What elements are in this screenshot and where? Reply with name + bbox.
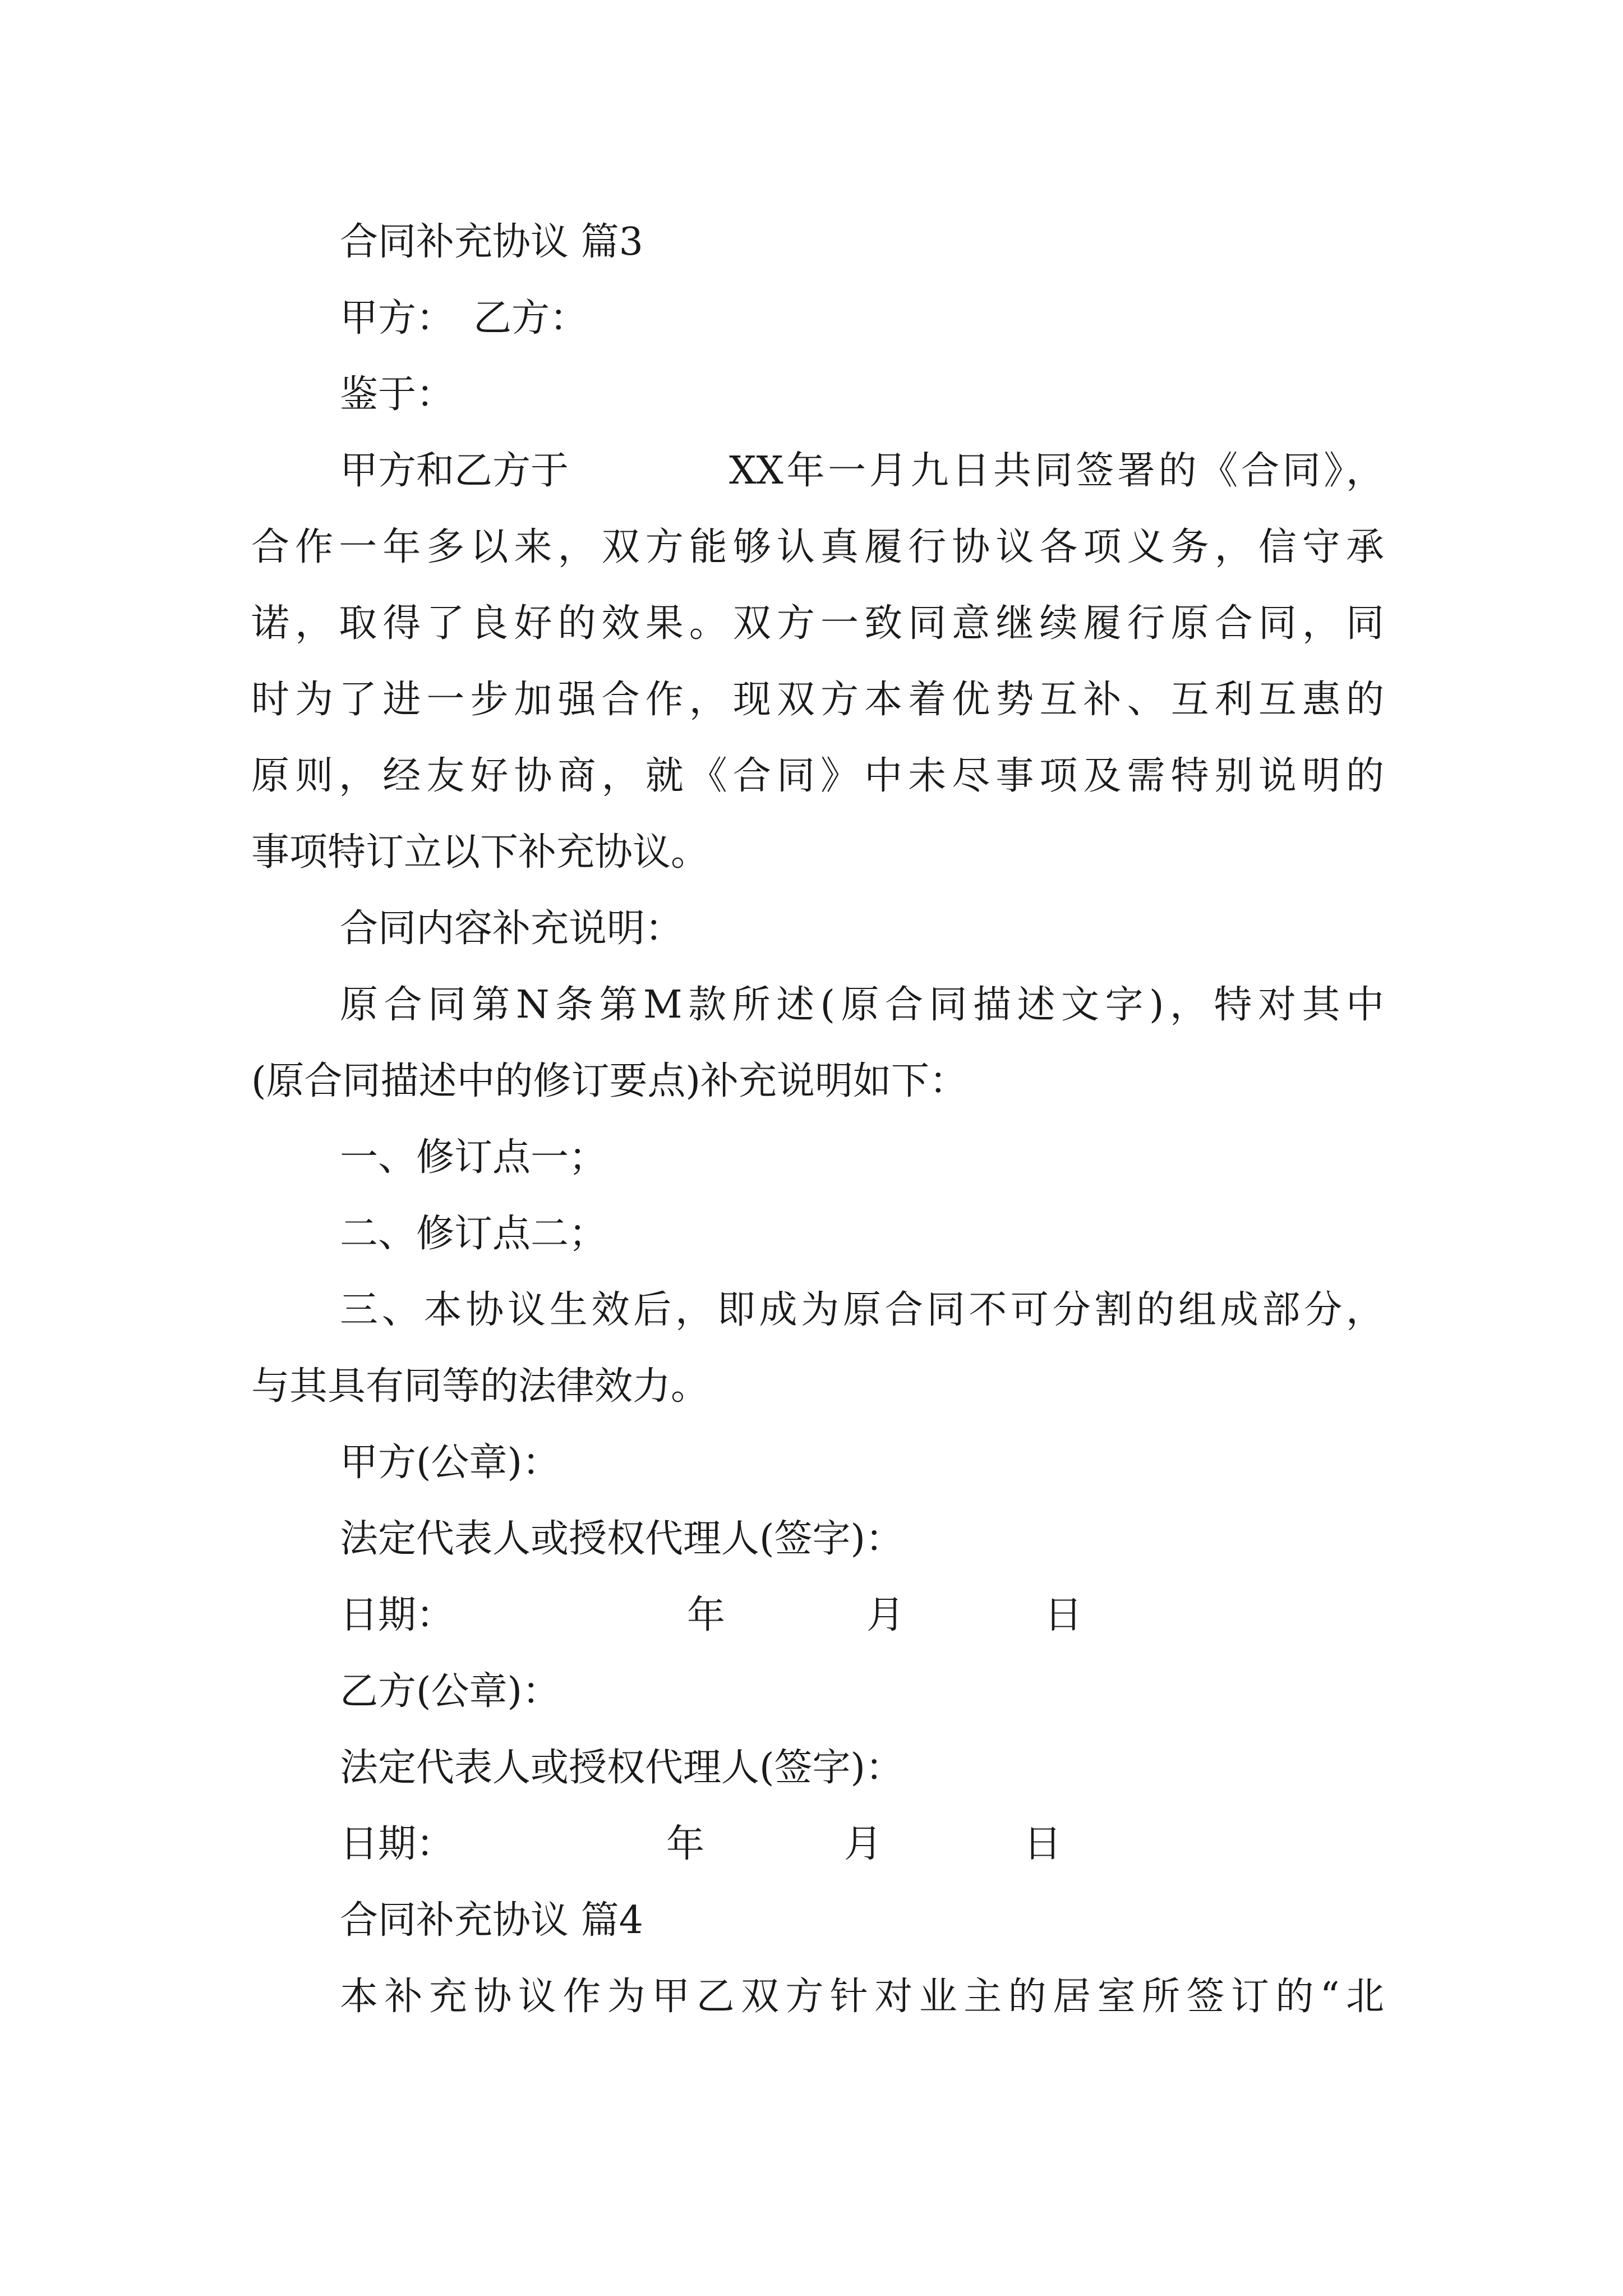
- revision-point-2: 二、修订点二；: [340, 1212, 607, 1256]
- party-b-date-month: 月: [844, 1822, 883, 1866]
- revision-point-1: 一、修订点一；: [340, 1135, 607, 1180]
- party-b-date-year: 年: [666, 1822, 705, 1866]
- paragraph-line: 诺，取得了良好的效果。双方一致同意继续履行原合同，同: [251, 601, 1384, 646]
- section-4-first-line: 本补充协议作为甲乙双方针对业主的居室所签订的“北: [340, 1975, 1384, 2019]
- party-a-date-day: 日: [1044, 1593, 1083, 1637]
- clause-line: 原合同第N条第M款所述(原合同描述文字)，特对其中: [340, 983, 1384, 1027]
- section-heading-4: 合同补充协议 篇4: [340, 1898, 643, 1943]
- party-b-date-label: 日期：: [340, 1822, 455, 1866]
- party-a-date-year: 年: [687, 1593, 726, 1637]
- whereas-line: 鉴于：: [340, 372, 455, 417]
- revision-point-3: 三、本协议生效后，即成为原合同不可分割的组成部分，: [340, 1288, 1384, 1332]
- party-b-seal: 乙方(公章)：: [340, 1669, 561, 1714]
- supplement-heading: 合同内容补充说明：: [340, 907, 684, 951]
- parties-line: 甲方： 乙方：: [340, 296, 588, 341]
- paragraph-line-start-a: 甲方和乙方于: [340, 449, 569, 493]
- paragraph-line: 时为了进一步加强合作，现双方本着优势互补、互利互惠的: [251, 678, 1384, 722]
- party-a-signature: 法定代表人或授权代理人(签字)：: [340, 1517, 904, 1561]
- paragraph-line-start-b: XX年一月九日共同签署的《合同》，: [729, 449, 1384, 493]
- paragraph-line: 原则，经友好协商，就《合同》中未尽事项及需特别说明的: [251, 754, 1384, 798]
- party-b-signature: 法定代表人或授权代理人(签字)：: [340, 1746, 904, 1790]
- party-b-date-day: 日: [1023, 1822, 1062, 1866]
- clause-line-end: (原合同描述中的修订要点)补充说明如下：: [251, 1059, 968, 1103]
- section-heading-3: 合同补充协议 篇3: [340, 220, 643, 264]
- party-a-date-month: 月: [866, 1593, 905, 1637]
- paragraph-line: 合作一年多以来，双方能够认真履行协议各项义务，信守承: [251, 525, 1384, 569]
- party-a-date-label: 日期：: [340, 1593, 455, 1637]
- paragraph-line-end: 事项特订立以下补充协议。: [251, 830, 709, 875]
- revision-point-3-end: 与其具有同等的法律效力。: [251, 1364, 709, 1409]
- party-a-seal: 甲方(公章)：: [340, 1441, 561, 1485]
